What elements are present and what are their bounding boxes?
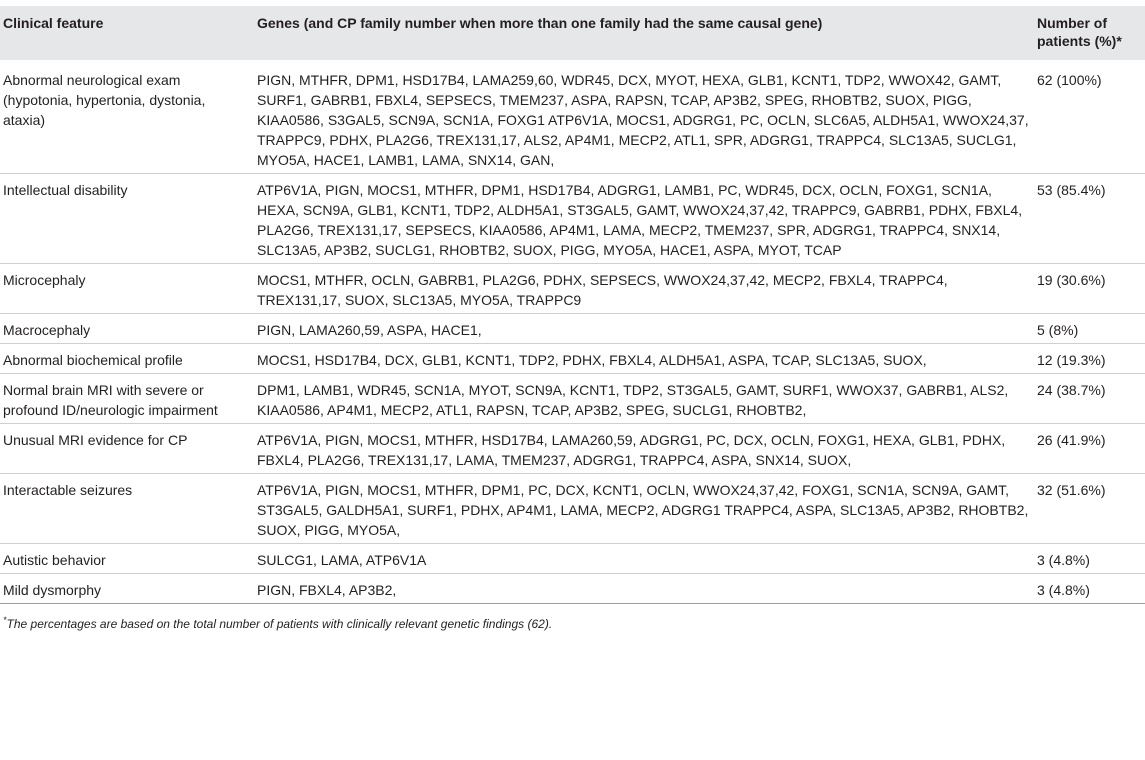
table-row [0,264,1145,314]
cell-feature: Unusual MRI evidence for CP [0,424,253,474]
table-header [0,6,1145,60]
table-row [0,344,1145,374]
cell-count: 62 (100%) [1037,72,1102,88]
cell-genes: MOCS1, MTHFR, OCLN, GABRB1, PLA2G6, PDHX, SEPSECS, WWOX24,37,42, MECP2, FBXL4, TRAPPC4, TREX131,17, SUOX, SLC13A5, MYO5A, TRAPPC9 [253,264,1033,314]
table-row [0,574,1145,604]
table-row [0,374,1145,424]
cell-count: 5 (8%) [1033,314,1145,344]
cell-feature: Autistic behavior [0,544,253,574]
cell-feature: Microcephaly [0,264,253,314]
table-row [0,314,1145,344]
cell-feature: Intellectual disability [0,174,253,264]
cell-genes: ATP6V1A, PIGN, MOCS1, MTHFR, HSD17B4, LAMA260,59, ADGRG1, PC, DCX, OCLN, FOXG1, HEXA, GLB1, PDHX, FBXL4, PLA2G6, TREX131,17, LAMA, TMEM237, ADGRG1, TRAPPC4, ASPA, SNX14, SUOX, [253,424,1033,474]
cell-count: 26 (41.9%) [1033,424,1145,474]
header-number-of-patients: Number of patients (%)* [1037,15,1122,49]
cell-genes: PIGN, FBXL4, AP3B2, [253,574,1033,604]
cell-count: 53 (85.4%) [1033,174,1145,264]
cell-count: 3 (4.8%) [1033,574,1145,604]
table-row [0,174,1145,264]
clinical-features-table [0,6,1145,604]
header-clinical-feature: Clinical feature [3,15,104,31]
table-row [0,474,1145,544]
header-row [0,6,1145,60]
cell-genes: MOCS1, HSD17B4, DCX, GLB1, KCNT1, TDP2, PDHX, FBXL4, ALDH5A1, ASPA, TCAP, SLC13A5, SUOX, [253,344,1033,374]
table-row [0,544,1145,574]
cell-feature: Abnormal neurological exam (hypotonia, hypertonia, dystonia, ataxia) [3,72,206,128]
cell-genes: SULCG1, LAMA, ATP6V1A [253,544,1033,574]
cell-feature: Macrocephaly [0,314,253,344]
cell-genes: PIGN, LAMA260,59, ASPA, HACE1, [253,314,1033,344]
header-genes: Genes (and CP family number when more than one family had the same causal gene) [257,15,823,31]
footnote-text: The percentages are based on the total number of patients with clinically relevant genetic findings (62). [6,617,553,631]
cell-count: 32 (51.6%) [1033,474,1145,544]
cell-feature: Abnormal biochemical profile [0,344,253,374]
cell-genes: ATP6V1A, PIGN, MOCS1, MTHFR, DPM1, PC, DCX, KCNT1, OCLN, WWOX24,37,42, FOXG1, SCN1A, SCN9A, GAMT, ST3GAL5, GALDH5A1, SURF1, PDHX, AP4M1, LAMA, MECP2, ADGRG1 TRAPPC4, ASPA, SLC13A5, AP3B2, RHOBTB2, SUOX, PIGG, MYO5A, [253,474,1033,544]
table-body [0,60,1145,604]
cell-count: 12 (19.3%) [1033,344,1145,374]
cell-count: 3 (4.8%) [1033,544,1145,574]
cell-count: 19 (30.6%) [1033,264,1145,314]
cell-feature: Interactable seizures [0,474,253,544]
cell-genes: DPM1, LAMB1, WDR45, SCN1A, MYOT, SCN9A, KCNT1, TDP2, ST3GAL5, GAMT, SURF1, WWOX37, GABRB1, ALS2, KIAA0586, AP4M1, MECP2, ATL1, RAPSN, TCAP, AP3B2, SPEG, SUCLG1, RHOBTB2, [253,374,1033,424]
cell-feature: Normal brain MRI with severe or profound ID/neurologic impairment [0,374,253,424]
table-row [0,60,1145,174]
cell-genes: ATP6V1A, PIGN, MOCS1, MTHFR, DPM1, HSD17B4, ADGRG1, LAMB1, PC, WDR45, DCX, OCLN, FOXG1, SCN1A, HEXA, SCN9A, GLB1, KCNT1, TDP2, ALDH5A1, ST3GAL5, GAMT, WWOX24,37,42, TRAPPC9, GABRB1, PDHX, FBXL4, PLA2G6, TREX131,17, SEPSECS, KIAA0586, AP4M1, LAMA, MECP2, TMEM237, SPR, ADGRG1, TRAPPC4, SNX14, SLC13A5, AP3B2, SUCLG1, RHOBTB2, SUOX, PIGG, MYO5A, HACE1, ASPA, MYOT, TCAP [253,174,1033,264]
table-row [0,424,1145,474]
cell-feature: Mild dysmorphy [0,574,253,604]
cell-genes: PIGN, MTHFR, DPM1, HSD17B4, LAMA259,60, WDR45, DCX, MYOT, HEXA, GLB1, KCNT1, TDP2, WWOX42, GAMT, SURF1, GABRB1, FBXL4, SEPSECS, TMEM237, ASPA, RAPSN, TCAP, AP3B2, SPEG, RHOBTB2, SUOX, PIGG, KIAA0586, S3GAL5, SCN9A, SCN1A, FOXG1 ATP6V1A, MOCS1, ADGRG1, PC, OCLN, SLC6A5, ALDH5A1, WWOX24,37, TRAPPC9, PDHX, PLA2G6, TREX131,17, ALS2, AP4M1, MECP2, ATL1, SPR, ADGRG1, TRAPPC4, SLC13A5, SUCLG1, MYO5A, HACE1, LAMB1, LAMA, SNX14, GAN, [257,72,1029,168]
cell-count: 24 (38.7%) [1033,374,1145,424]
footnote-marker: * [3,615,7,625]
table-footnote [0,604,1145,632]
